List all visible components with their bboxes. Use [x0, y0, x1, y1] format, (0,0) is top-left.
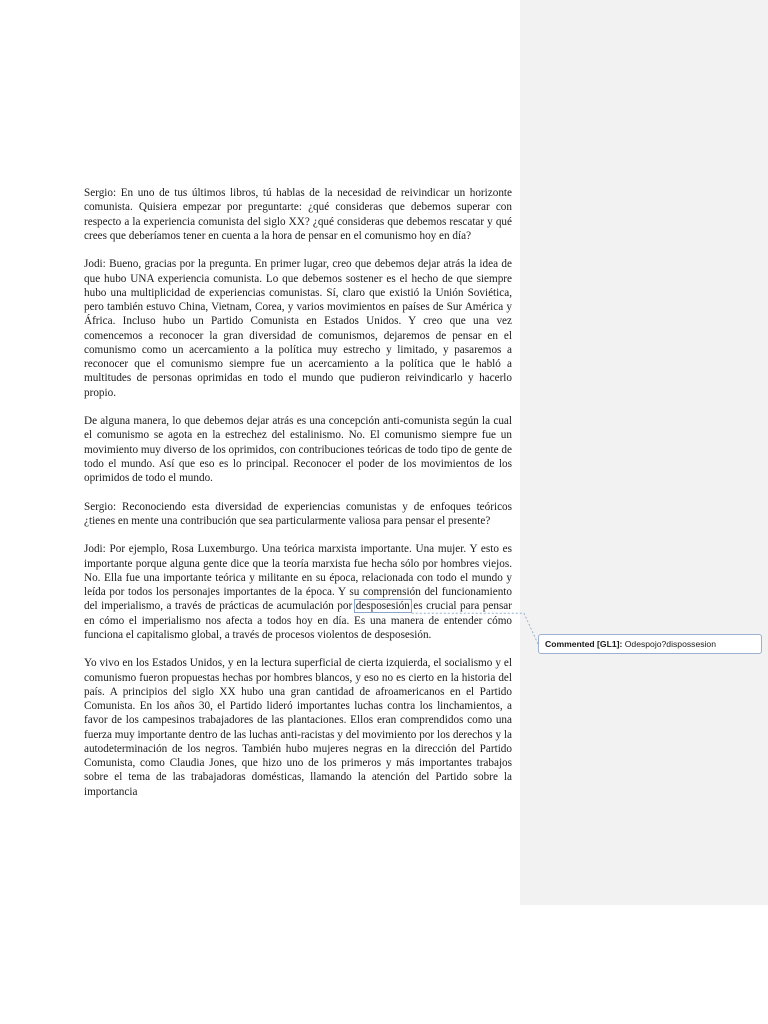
paragraph[interactable]: Sergio: En uno de tus últimos libros, tú hablas de la necesidad de reivindicar un horizonte comunista. Quisiera empezar por preguntarte: ¿qué consideras que debemos superar con respecto a la experiencia comunista del siglo XX? ¿qué consideras que debemos rescatar y qué crees que deberíamos tener en cuenta a la hora de pensar en el comunismo hoy en día?	[84, 187, 512, 242]
paragraph-text: Jodi: Por ejemplo, Rosa Luxemburgo. Una teórica marxista importante. Una mujer. Y esto es importante porque alguna gente dice que la teoría marxista fue hecha sólo por hombres viejos. No. Ella fue una importante teórica y militante en su época, relacionada con todo el mundo y leída por todos los personajes importantes de la época. Y su comprensión del funcionamiento del imperialismo, a través de prácticas de acumulación por	[84, 543, 512, 613]
paragraph[interactable]: Sergio: Reconociendo esta diversidad de experiencias comunistas y de enfoques teóricos ¿tienes en mente una contribución que sea particularmente valiosa para pensar el presente?	[84, 500, 512, 527]
comment-balloon[interactable]	[538, 634, 762, 654]
paragraph[interactable]: Yo vivo en los Estados Unidos, y en la lectura superficial de cierta izquierda, el socialismo y el comunismo fueron propuestas hechas por hombres blancos, y eso no es cierto en la historia del país. A principios del siglo XX hubo una gran cantidad de afroamericanos en el Partido Comunista. En los años 30, el Partido lideró importantes luchas contra los linchamientos, a favor de los campesinos trabajadores de las plantaciones. Ellos eran comprendidos como una fuerza muy importante dentro de las luchas anti-racistas y del movimiento por los derechos y la autodeterminación de los negros. También hubo mujeres negras en la dirección del Partido Comunista, como Claudia Jones, que hizo uno de los primeros y más importantes trabajos sobre el tema de las trabajadoras domésticas, llamando la atención del Partido sobre la importancia	[84, 657, 512, 798]
comment-pane	[520, 0, 768, 905]
paragraph[interactable]: Jodi: Bueno, gracias por la pregunta. En primer lugar, creo que debemos dejar atrás la idea de que hubo UNA experiencia comunista. Lo que debemos sostener es el hecho de que siempre hubo una multiplicidad de experiencias comunistas. Sí, claro que existió la Unión Soviética, pero también estuvo China, Vietnam, Corea, y varios movimientos en países de Sur América y África. Incluso hubo un Partido Comunista en Estados Unidos. Y creo que una vez comencemos a reconocer la gran diversidad de comunismos, dejaremos de pensar en el comunismo como un acercamiento a la política muy estrecho y limitado, y pasaremos a reconocer que el comunismo siempre fue un acercamiento a la política que le habló a multitudes de personas oprimidas en todo el mundo que pudieron reivindicarlo y hacerlo propio.	[84, 258, 512, 399]
paragraph[interactable]	[84, 542, 512, 642]
document-body[interactable]	[84, 186, 512, 813]
paragraph[interactable]: De alguna manera, lo que debemos dejar atrás es una concepción anti-comunista según la cual el comunismo se agota en la estrechez del estalinismo. No. El comunismo siempre fue un movimiento muy diverso de los oprimidos, con contribuciones teóricas de todo tipo de gente de todo el mundo. Así que eso es lo principal. Reconocer el poder de los movimientos de los oprimidos de todo el mundo.	[84, 415, 512, 484]
comment-text: Odespojo?dispossesion	[624, 639, 716, 649]
paragraph-text: es crucial para pensar en cómo el imperialismo nos afecta a todos hoy en día. Es una manera de entender cómo funciona el capitalismo global, a través de procesos violentos de desposesión.	[84, 600, 512, 641]
comment-author: Commented [GL1]:	[545, 639, 623, 649]
comment-anchor-text[interactable]: desposesión	[355, 600, 410, 613]
